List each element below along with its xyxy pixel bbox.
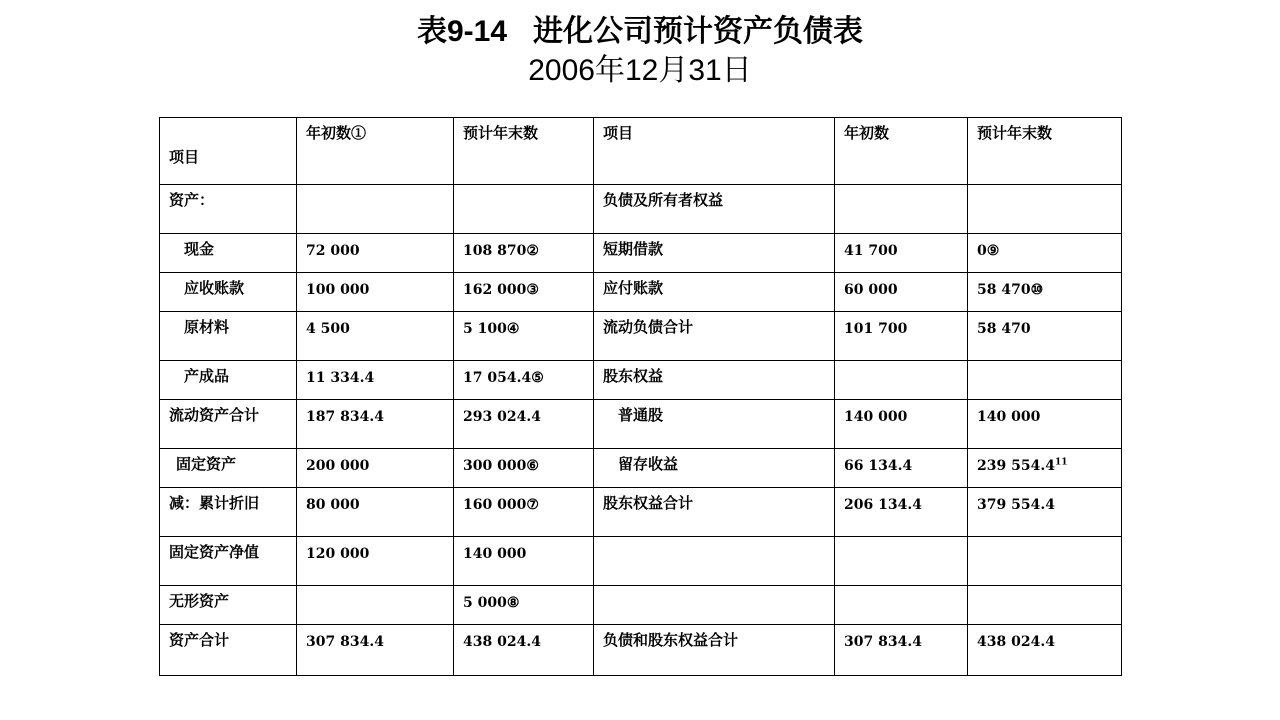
- row-intangible-left-item: 无形资产: [160, 586, 297, 625]
- row-net-fixed-right-begin: [835, 537, 968, 586]
- table-name: 进化公司预计资产负债表: [533, 15, 864, 48]
- row-materials-right-item: 流动负债合计: [594, 312, 835, 361]
- row-intangible-right-item: [594, 586, 835, 625]
- table-row: [160, 537, 1122, 586]
- table-header-row: [160, 118, 1122, 185]
- table-number: 表9-14: [416, 15, 508, 48]
- row-receivables-right-end: 58 470⑩: [968, 273, 1122, 312]
- retained-earnings-end-value: 239 554.4: [977, 458, 1055, 474]
- table-row: [160, 273, 1122, 312]
- row-cash-right-item: 短期借款: [594, 234, 835, 273]
- row-depreciation-left-end: 160 000⑦: [454, 488, 594, 537]
- row-materials-left-item: 原材料: [160, 312, 297, 361]
- header-end-left: 预计年末数: [454, 118, 594, 185]
- row-materials-right-end: 58 470: [968, 312, 1122, 361]
- row-intangible-right-end: [968, 586, 1122, 625]
- row-total-left-begin: 307 834.4: [297, 625, 454, 676]
- row-net-fixed-right-end: [968, 537, 1122, 586]
- row-total-left-item: 资产合计: [160, 625, 297, 676]
- header-begin-right: 年初数: [835, 118, 968, 185]
- row-receivables-left-end: 162 000③: [454, 273, 594, 312]
- row-assets-right-end: [968, 185, 1122, 234]
- table-row: [160, 312, 1122, 361]
- row-assets-right-begin: [835, 185, 968, 234]
- row-total-right-end: 438 024.4: [968, 625, 1122, 676]
- header-item-right: 项目: [594, 118, 835, 185]
- row-materials-left-begin: 4 500: [297, 312, 454, 361]
- row-depreciation-right-end: 379 554.4: [968, 488, 1122, 537]
- row-net-fixed-right-item: [594, 537, 835, 586]
- row-receivables-right-item: 应付账款: [594, 273, 835, 312]
- table-row: [160, 488, 1122, 537]
- row-depreciation-right-begin: 206 134.4: [835, 488, 968, 537]
- row-cash-left-begin: 72 000: [297, 234, 454, 273]
- row-materials-left-end: 5 100④: [454, 312, 594, 361]
- row-current-assets-right-begin: 140 000: [835, 400, 968, 449]
- row-cash-right-end: 0⑨: [968, 234, 1122, 273]
- footnote-marker: 11: [1054, 457, 1068, 468]
- row-fixed-assets-left-begin: 200 000: [297, 449, 454, 488]
- row-materials-right-begin: 101 700: [835, 312, 968, 361]
- row-total-right-item: 负债和股东权益合计: [594, 625, 835, 676]
- row-assets-left-item: 资产：: [160, 185, 297, 234]
- balance-sheet-table: [159, 117, 1122, 676]
- row-fixed-assets-right-begin: 66 134.4: [835, 449, 968, 488]
- row-total-right-begin: 307 834.4: [835, 625, 968, 676]
- header-end-right: 预计年末数: [968, 118, 1122, 185]
- row-receivables-left-item: 应收账款: [160, 273, 297, 312]
- row-current-assets-right-item: 普通股: [594, 400, 835, 449]
- row-intangible-left-end: 5 000⑧: [454, 586, 594, 625]
- row-cash-left-item: 现金: [160, 234, 297, 273]
- table-row: [160, 625, 1122, 676]
- row-fixed-assets-left-end: 300 000⑥: [454, 449, 594, 488]
- row-net-fixed-left-item: 固定资产净值: [160, 537, 297, 586]
- row-receivables-left-begin: 100 000: [297, 273, 454, 312]
- row-fixed-assets-right-end: [968, 449, 1122, 488]
- row-depreciation-left-begin: 80 000: [297, 488, 454, 537]
- table-row: [160, 586, 1122, 625]
- row-current-assets-left-item: 流动资产合计: [160, 400, 297, 449]
- row-net-fixed-left-begin: 120 000: [297, 537, 454, 586]
- row-current-assets-left-begin: 187 834.4: [297, 400, 454, 449]
- row-total-left-end: 438 024.4: [454, 625, 594, 676]
- page-title: [0, 12, 1280, 52]
- header-item-left: [160, 118, 297, 185]
- row-net-fixed-left-end: 140 000: [454, 537, 594, 586]
- row-assets-left-begin: [297, 185, 454, 234]
- row-goods-left-begin: 11 334.4: [297, 361, 454, 400]
- row-goods-right-begin: [835, 361, 968, 400]
- report-date: 2006年12月31日: [528, 54, 752, 87]
- row-intangible-right-begin: [835, 586, 968, 625]
- table-row: [160, 361, 1122, 400]
- row-assets-right-item: 负债及所有者权益: [594, 185, 835, 234]
- row-goods-left-item: 产成品: [160, 361, 297, 400]
- table-row: [160, 234, 1122, 273]
- row-cash-left-end: 108 870②: [454, 234, 594, 273]
- row-assets-left-end: [454, 185, 594, 234]
- row-goods-left-end: 17 054.4⑤: [454, 361, 594, 400]
- table-row: [160, 185, 1122, 234]
- row-receivables-right-begin: 60 000: [835, 273, 968, 312]
- row-intangible-left-begin: [297, 586, 454, 625]
- row-cash-right-begin: 41 700: [835, 234, 968, 273]
- row-depreciation-left-item: 减：累计折旧: [160, 488, 297, 537]
- header-begin-left: 年初数①: [297, 118, 454, 185]
- table-row: [160, 400, 1122, 449]
- row-current-assets-left-end: 293 024.4: [454, 400, 594, 449]
- row-fixed-assets-left-item: 固定资产: [160, 449, 297, 488]
- row-depreciation-right-item: 股东权益合计: [594, 488, 835, 537]
- row-fixed-assets-right-item: 留存收益: [594, 449, 835, 488]
- row-current-assets-right-end: 140 000: [968, 400, 1122, 449]
- title-block: [0, 12, 1280, 90]
- row-goods-right-end: [968, 361, 1122, 400]
- table-row: [160, 449, 1122, 488]
- header-item-left-label: 项目: [169, 148, 200, 166]
- row-goods-right-item: 股东权益: [594, 361, 835, 400]
